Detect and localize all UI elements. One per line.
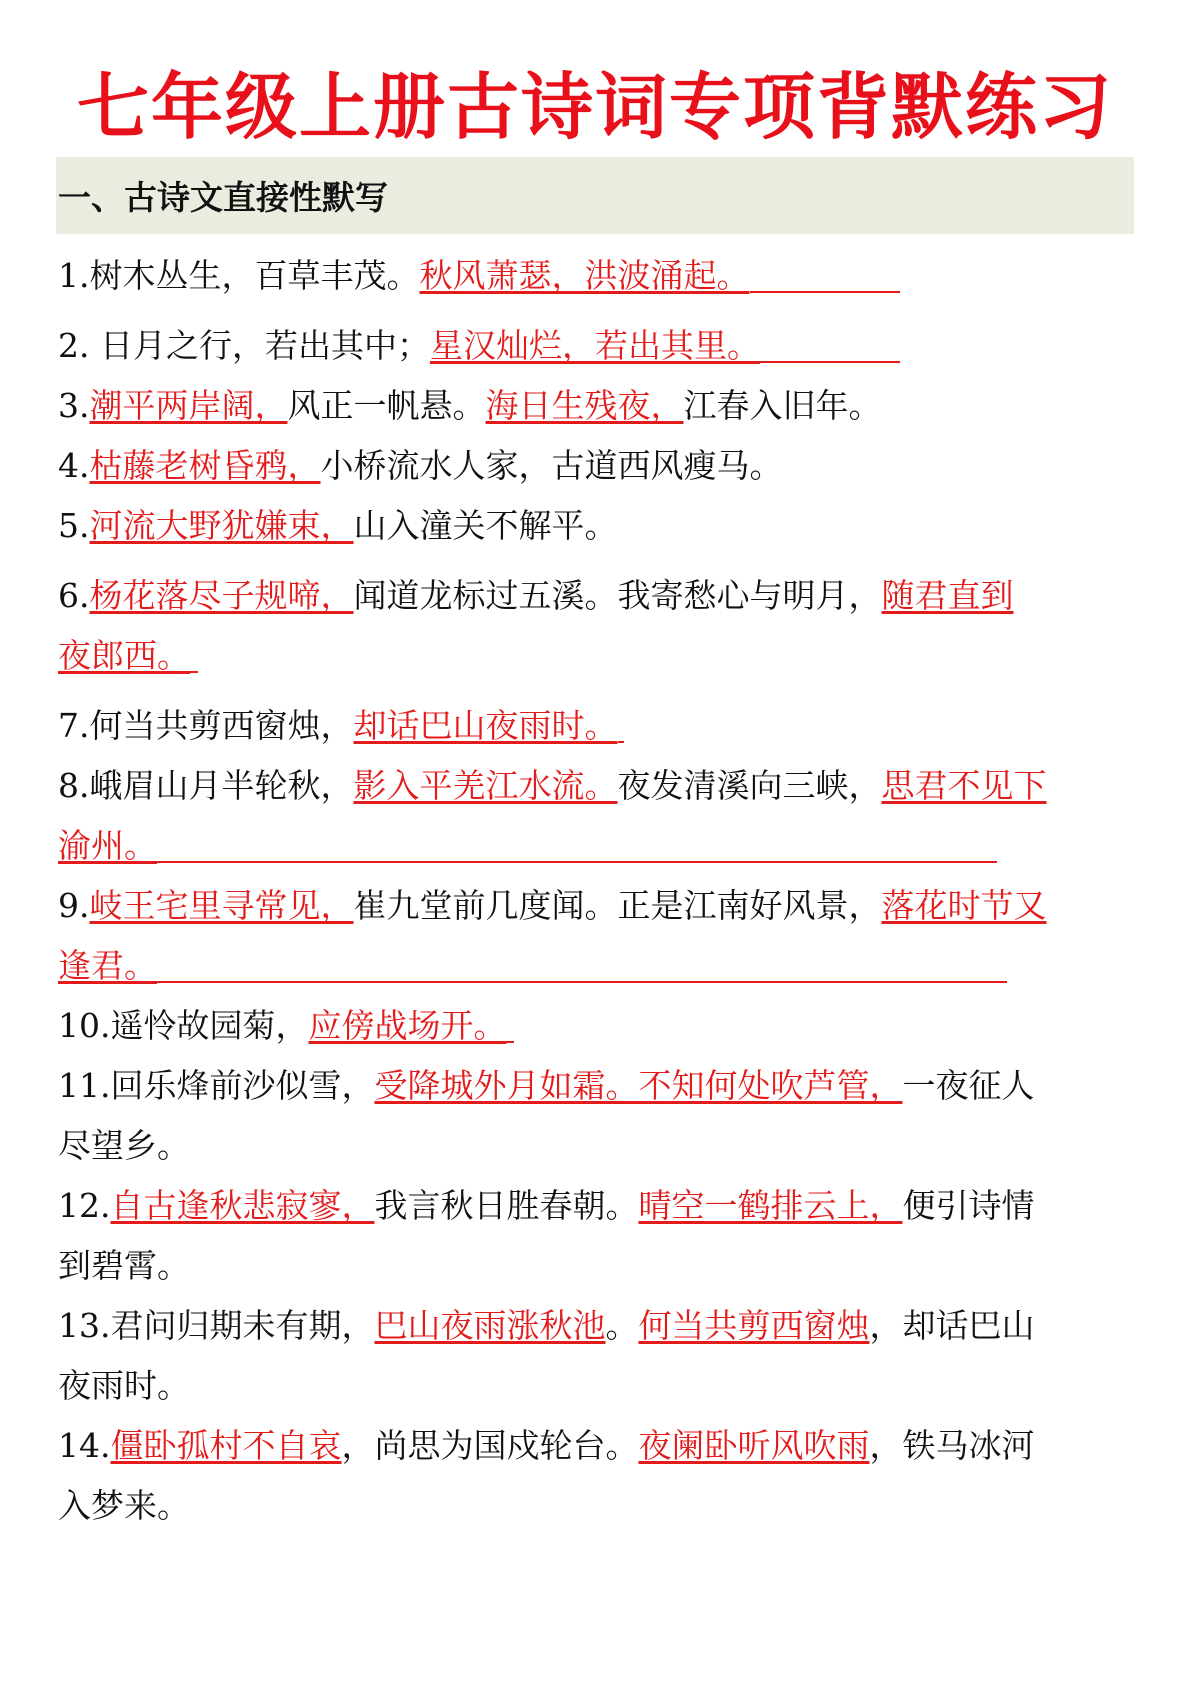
answer-blank-line — [750, 257, 900, 293]
answer-text: 潮平两岸阔， — [89, 386, 288, 425]
prompt-text: 1.树木丛生，百草丰茂。 — [58, 256, 420, 295]
answer-text: 海日生残夜， — [485, 386, 684, 425]
exercise-line — [58, 325, 1134, 367]
answer-blank-line — [190, 637, 198, 673]
prompt-text: 7.何当共剪西窗烛， — [58, 706, 354, 745]
prompt-text: 9. — [58, 886, 90, 925]
prompt-text: 小桥流水人家，古道西风瘦马。 — [320, 446, 783, 485]
prompt-text: ，却话巴山 — [869, 1306, 1035, 1345]
prompt-text: 崔九堂前几度闻。正是江南好风景， — [353, 886, 882, 925]
prompt-text: 11.回乐烽前沙似雪， — [58, 1066, 375, 1105]
answer-text: 秋风萧瑟，洪波涌起。 — [419, 256, 750, 295]
exercise-line — [58, 1485, 1134, 1527]
answer-text: 星汉灿烂，若出其里。 — [429, 326, 760, 365]
prompt-text: 我言秋日胜春朝。 — [374, 1186, 639, 1225]
prompt-text: 山入潼关不解平。 — [353, 506, 618, 545]
exercise-line — [58, 1065, 1134, 1107]
answer-text: 巴山夜雨涨秋池 — [374, 1306, 606, 1345]
exercise-line — [58, 635, 1134, 677]
answer-blank-line — [760, 327, 900, 363]
answer-text: 夜郎西。 — [58, 636, 190, 675]
exercise-line — [58, 945, 1134, 987]
exercise-line — [58, 1125, 1134, 1167]
prompt-text: 12. — [58, 1186, 111, 1225]
answer-blank-line — [618, 707, 624, 743]
prompt-text: 13.君问归期未有期， — [58, 1306, 375, 1345]
answer-text: 渝州。 — [58, 826, 157, 865]
answer-text: 随君直到 — [881, 576, 1014, 615]
prompt-text: ，铁马冰河 — [869, 1426, 1035, 1465]
prompt-text: 便引诗情 — [902, 1186, 1035, 1225]
exercise-line — [58, 825, 1134, 867]
prompt-text: 夜发清溪向三峡， — [617, 766, 882, 805]
exercise-line — [58, 445, 1134, 487]
prompt-text: 到碧霄。 — [58, 1246, 190, 1285]
prompt-text: 入梦来。 — [58, 1486, 190, 1525]
prompt-text: 一夜征人 — [902, 1066, 1035, 1105]
exercise-line — [58, 575, 1134, 617]
answer-text: 晴空一鹤排云上， — [638, 1186, 903, 1225]
prompt-text: 夜雨时。 — [58, 1366, 190, 1405]
answer-text: 夜阑卧听风吹雨 — [638, 1426, 870, 1465]
answer-text: 逢君。 — [58, 946, 157, 985]
prompt-text: 8.峨眉山月半轮秋， — [58, 766, 354, 805]
prompt-text: ，尚思为国戍轮台。 — [341, 1426, 639, 1465]
prompt-text: 5. — [58, 506, 90, 545]
answer-text: 自古逢秋悲寂寥， — [110, 1186, 375, 1225]
answer-blank-line — [157, 827, 997, 863]
prompt-text: 14. — [58, 1426, 111, 1465]
prompt-text: 2. 日月之行，若出其中； — [58, 326, 430, 365]
exercise-line — [58, 1425, 1134, 1467]
answer-text: 影入平羌江水流。 — [353, 766, 618, 805]
prompt-text: 江春入旧年。 — [683, 386, 882, 425]
exercise-line — [58, 385, 1134, 427]
prompt-text: 10.遥怜故园菊， — [58, 1006, 309, 1045]
answer-text: 应傍战场开。 — [308, 1006, 507, 1045]
answer-text: 岐王宅里寻常见， — [89, 886, 354, 925]
exercise-line — [58, 255, 1134, 297]
answer-text: 枯藤老树昏鸦， — [89, 446, 321, 485]
prompt-text: 尽望乡。 — [58, 1126, 190, 1165]
exercise-line — [58, 505, 1134, 547]
prompt-text: 4. — [58, 446, 90, 485]
prompt-text: 闻道龙标过五溪。我寄愁心与明月， — [353, 576, 882, 615]
exercise-line — [58, 1365, 1134, 1407]
answer-text: 僵卧孤村不自哀 — [110, 1426, 342, 1465]
prompt-text: 3. — [58, 386, 90, 425]
exercise-line — [58, 1305, 1134, 1347]
answer-text: 杨花落尽子规啼， — [89, 576, 354, 615]
exercise-line — [58, 705, 1134, 747]
exercise-line — [58, 1245, 1134, 1287]
exercise-line — [58, 765, 1134, 807]
answer-text: 却话巴山夜雨时。 — [353, 706, 618, 745]
page-title: 七年级上册古诗词专项背默练习 — [76, 65, 1113, 149]
prompt-text: 。 — [605, 1306, 639, 1345]
answer-blank-line — [506, 1007, 514, 1043]
answer-text: 何当共剪西窗烛 — [638, 1306, 870, 1345]
answer-text: 落花时节又 — [881, 886, 1047, 925]
prompt-text: 风正一帆悬。 — [287, 386, 486, 425]
answer-blank-line — [157, 947, 1007, 983]
answer-text: 受降城外月如霜。不知何处吹芦管， — [374, 1066, 903, 1105]
answer-text: 思君不见下 — [881, 766, 1047, 805]
section-title: 一、古诗文直接性默写 — [58, 178, 388, 217]
exercise-line — [58, 1005, 1134, 1047]
exercise-line — [58, 885, 1134, 927]
prompt-text: 6. — [58, 576, 90, 615]
answer-text: 河流大野犹嫌束， — [89, 506, 354, 545]
exercise-line — [58, 1185, 1134, 1227]
